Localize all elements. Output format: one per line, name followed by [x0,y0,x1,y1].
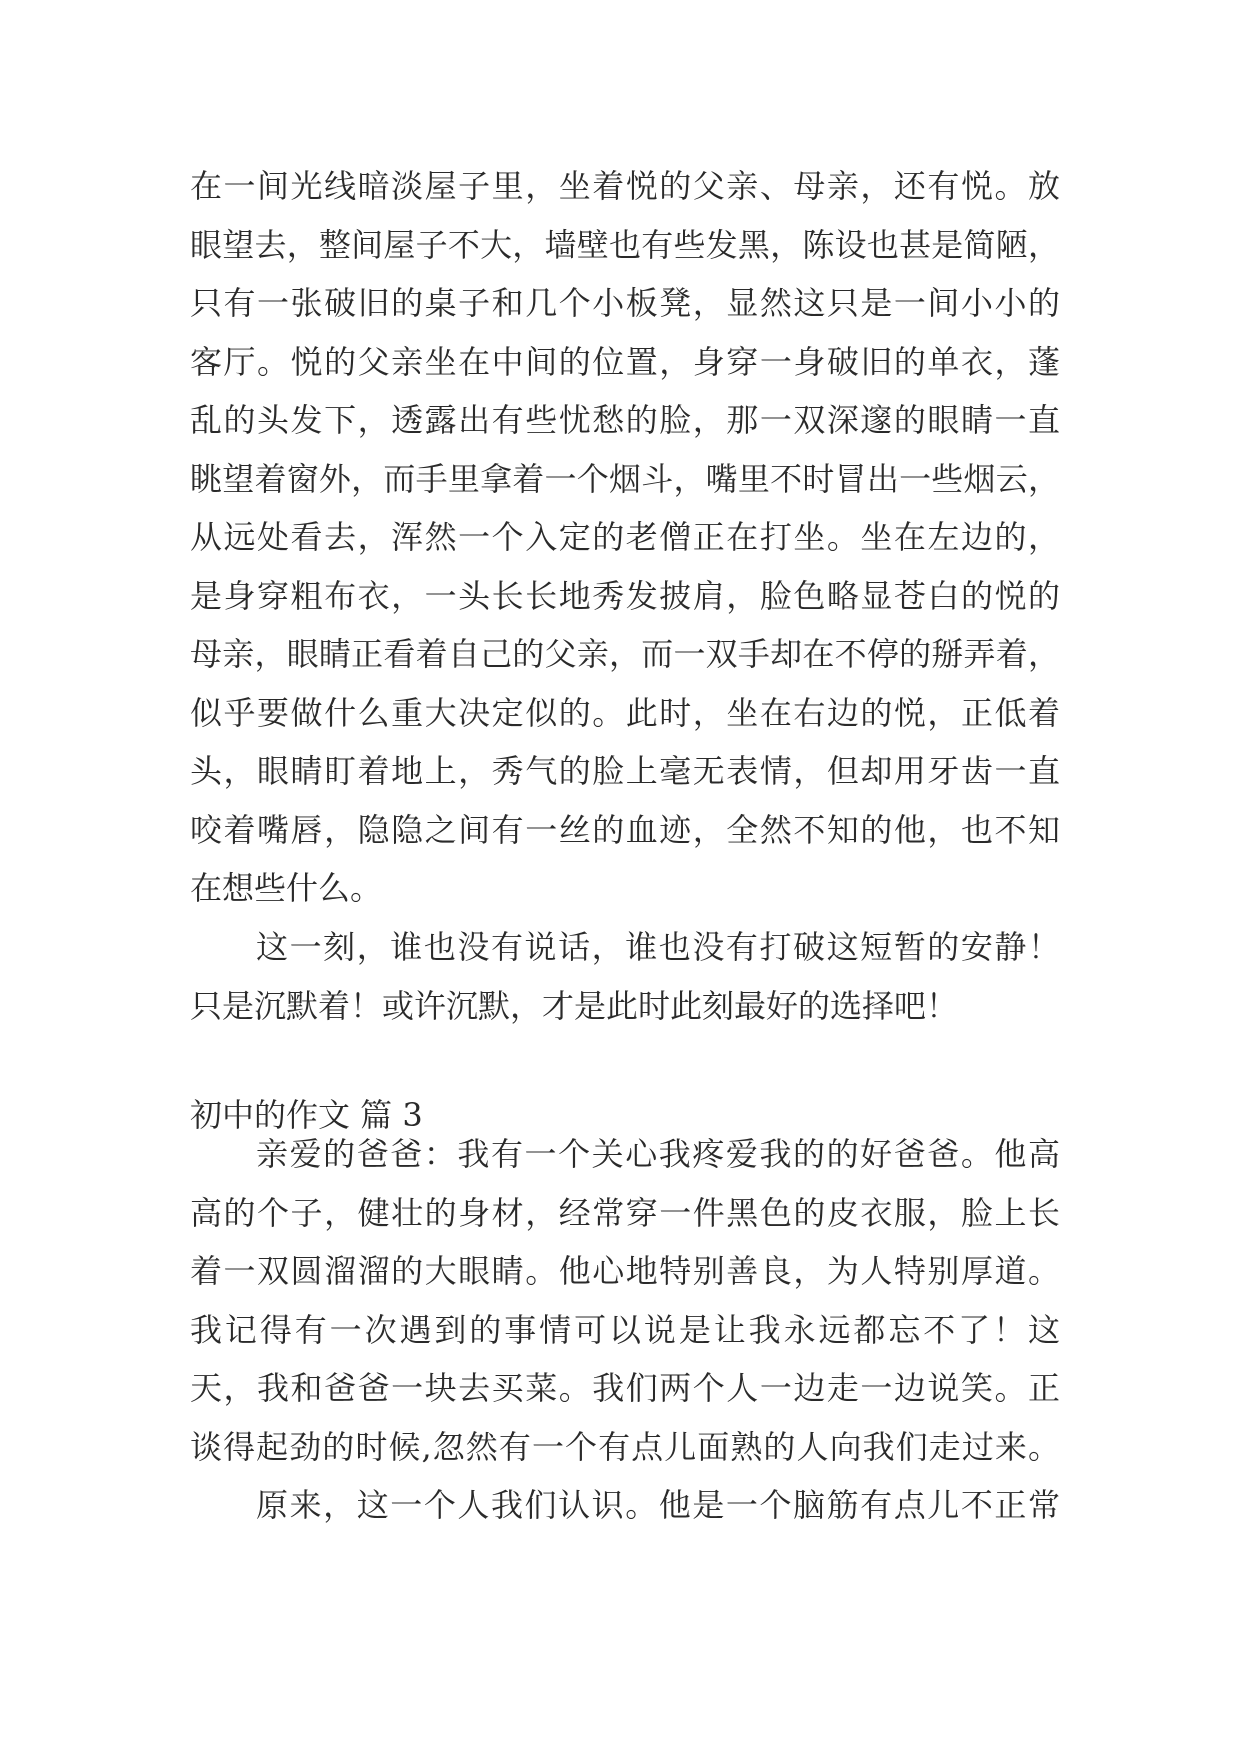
text-line: 似乎要做什么重大决定似的。此时，坐在右边的悦，正低着 [190,693,1060,732]
story-paragraph-1 [190,157,1060,918]
text-line: 原来，这一个人我们认识。他是一个脑筋有点儿不正常 [256,1486,1060,1524]
text-line: 谈得起劲的时候,忽然有一个有点儿面熟的人向我们走过来。 [190,1427,1060,1466]
story-paragraph-3 [190,1125,1060,1535]
text-line: 高的个子，健壮的身材，经常穿一件黑色的皮衣服，脸上长 [190,1193,1060,1232]
text-line: 着一双圆溜溜的大眼睛。他心地特别善良，为人特别厚道。 [190,1252,1060,1290]
text-line: 头，眼睛盯着地上，秀气的脸上毫无表情，但却用牙齿一直 [190,752,1060,790]
text-line: 咬着嘴唇，隐隐之间有一丝的血迹，全然不知的他，也不知 [190,810,1060,849]
text-line: 母亲，眼睛正看着自己的父亲，而一双手却在不停的掰弄着， [190,635,1060,673]
story-paragraph-2 [190,918,1060,1035]
text-line: 我记得有一次遇到的事情可以说是让我永远都忘不了！这 [190,1310,1060,1349]
text-line: 天，我和爸爸一块去买菜。我们两个人一边走一边说笑。正 [190,1369,1060,1407]
text-line: 眼望去，整间屋子不大，墙壁也有些发黑，陈设也甚是简陋， [190,225,1060,264]
text-line: 是身穿粗布衣，一头长长地秀发披肩，脸色略显苍白的悦的 [190,576,1060,615]
text-line: 眺望着窗外，而手里拿着一个烟斗，嘴里不时冒出一些烟云， [190,459,1060,498]
text-line: 从远处看去，浑然一个入定的老僧正在打坐。坐在左边的， [190,518,1060,556]
section-heading: 初中的作文 篇 3 [190,1096,423,1134]
text-line: 客厅。悦的父亲坐在中间的位置，身穿一身破旧的单衣，蓬 [190,342,1060,381]
text-line: 在想些什么。 [190,869,383,907]
text-line: 这一刻，谁也没有说话，谁也没有打破这短暂的安静！ [256,928,1060,966]
text-line: 在一间光线暗淡屋子里，坐着悦的父亲、母亲，还有悦。放 [190,167,1060,205]
text-line: 乱的头发下，透露出有些忧愁的脸，那一双深邃的眼睛一直 [190,401,1060,439]
text-line: 只有一张破旧的桌子和几个小板凳，显然这只是一间小小的 [190,284,1060,322]
text-line: 亲爱的爸爸：我有一个关心我疼爱我的的好爸爸。他高 [256,1135,1060,1173]
text-line: 只是沉默着！或许沉默，才是此时此刻最好的选择吧！ [190,986,959,1025]
